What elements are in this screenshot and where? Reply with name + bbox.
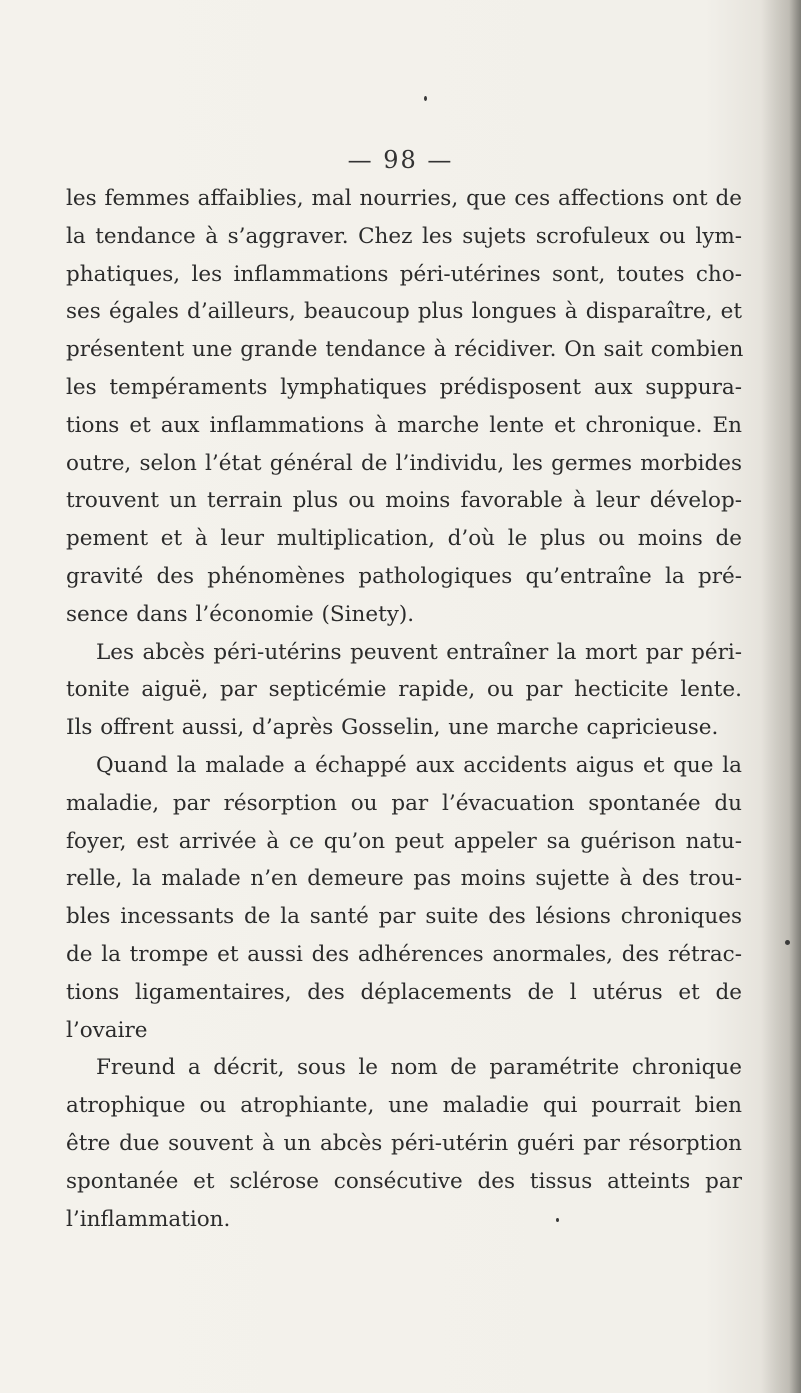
page-edge-shadow bbox=[761, 0, 801, 1393]
paragraph-start-line: Freund a décrit, sous le nom de paramétrite chronique bbox=[96, 1055, 742, 1081]
text-line: les tempéraments lymphatiques prédisposent aux suppura- bbox=[66, 374, 742, 400]
ink-speck bbox=[424, 96, 427, 101]
text-line: atrophique ou atrophiante, une maladie qui pourrait bien bbox=[66, 1093, 742, 1119]
text-line: maladie, par résorption ou par l’évacuation spontanée du bbox=[66, 790, 742, 816]
text-line: bles incessants de la santé par suite des lésions chroniques bbox=[66, 904, 742, 930]
text-line: tions et aux inflammations à marche lente et chronique. En bbox=[66, 412, 742, 438]
text-line: foyer, est arrivée à ce qu’on peut appeler sa guérison natu- bbox=[66, 828, 742, 854]
paragraph-start-line: Les abcès péri-utérins peuvent entraîner la mort par péri- bbox=[96, 639, 742, 665]
text-line: spontanée et sclérose consécutive des tissus atteints par bbox=[66, 1168, 742, 1194]
text-line: sence dans l’économie (Sinety). bbox=[66, 601, 415, 627]
text-line: présentent une grande tendance à récidiver. On sait combien bbox=[66, 337, 744, 363]
paragraph-start-line: Quand la malade a échappé aux accidents aigus et que la bbox=[96, 752, 742, 778]
text-line: ses égales d’ailleurs, beaucoup plus longues à disparaître, et bbox=[66, 299, 742, 325]
text-line: tonite aiguë, par septicémie rapide, ou par hecticite lente. bbox=[66, 677, 742, 703]
text-line: trouvent un terrain plus ou moins favorable à leur dévelop- bbox=[66, 488, 742, 514]
text-line: pement et à leur multiplication, d’où le plus ou moins de bbox=[66, 526, 742, 552]
text-line: l’inflammation. bbox=[66, 1206, 231, 1232]
text-line: l’ovaire bbox=[66, 1017, 148, 1043]
text-line: la tendance à s’aggraver. Chez les sujets scrofuleux ou lym- bbox=[66, 223, 742, 249]
text-line: gravité des phénomènes pathologiques qu’entraîne la pré- bbox=[66, 563, 742, 589]
body-text bbox=[66, 180, 742, 1238]
text-line: phatiques, les inflammations péri-utérines sont, toutes cho- bbox=[66, 261, 742, 287]
text-line: Ils offrent aussi, d’après Gosselin, une marche capricieuse. bbox=[66, 715, 719, 741]
text-line: outre, selon l’état général de l’individu, les germes morbides bbox=[66, 450, 742, 476]
text-line: relle, la malade n’en demeure pas moins sujette à des trou- bbox=[66, 866, 742, 892]
ink-speck bbox=[556, 1218, 559, 1222]
text-line: de la trompe et aussi des adhérences anormales, des rétrac- bbox=[66, 941, 742, 967]
page-number: — 98 — bbox=[347, 146, 454, 174]
text-line: tions ligamentaires, des déplacements de l utérus et de bbox=[66, 979, 742, 1005]
ink-speck bbox=[785, 940, 790, 945]
text-line: être due souvent à un abcès péri-utérin guéri par résorption bbox=[66, 1130, 742, 1156]
text-line: les femmes affaiblies, mal nourries, que ces affections ont de bbox=[66, 186, 742, 211]
